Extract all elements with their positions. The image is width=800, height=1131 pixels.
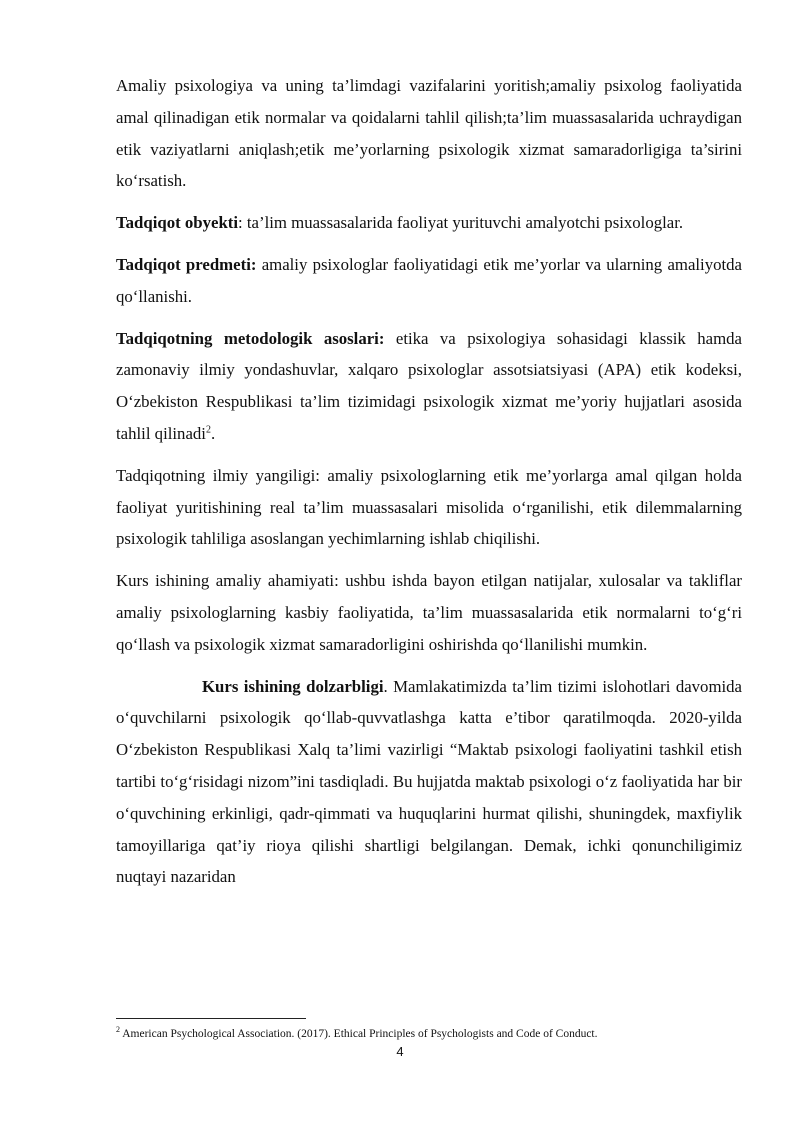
- methodology-label: Tadqiqotning metodologik asoslari:: [116, 328, 385, 348]
- research-subject-text: amaliy psixologlar faoliyatidagi etik me’yorlar va ularning amaliyotda qo‘llanishi.: [116, 254, 742, 306]
- methodology-text: etika va psixologiya sohasidagi klassik hamda zamonaviy ilmiy yondashuvlar, xalqaro psixologlar assotsiatsiyasi (APA) etik kodeksi, O‘zbekiston Respublikasi ta’lim tizimidagi psixologik xizmat me’yoriy hujjatlari asosida tahlil qilinadi: [116, 328, 742, 443]
- relevance-paragraph: [116, 671, 742, 894]
- research-subject-paragraph: [116, 249, 742, 313]
- research-subject-label: Tadqiqot predmeti:: [116, 254, 257, 274]
- footnote-number: 2: [116, 1025, 120, 1035]
- methodology-paragraph: [116, 323, 742, 450]
- page-number: 4: [396, 1044, 404, 1059]
- objectives-paragraph: Amaliy psixologiya va uning ta’limdagi vazifalarini yoritish;amaliy psixolog faoliyatida amal qilinadigan etik normalar va qoidalarni tahlil qilish;ta’lim muassasalarida uchraydigan etik vaziyatlarni aniqlash;etik me’yorlarning psixologik xizmat samaradorligiga ta’sirini ko‘rsatish.: [116, 76, 742, 191]
- research-object-label: Tadqiqot obyekti: [116, 213, 239, 233]
- methodology-end: .: [210, 423, 216, 443]
- footnote-separator: [116, 1018, 306, 1019]
- body-text: [116, 70, 742, 903]
- footnote: [116, 1026, 742, 1042]
- research-object-paragraph: [116, 207, 742, 239]
- practical-significance-paragraph: Kurs ishining amaliy ahamiyati: ushbu ishda bayon etilgan natijalar, xulosalar va takliflar amaliy psixologlarning kasbiy faoliyatida, ta’lim muassasalarida etik normalarni to‘g‘ri qo‘llash va psixologik xizmat samaradorligini oshirishda qo‘llanilishi mumkin.: [116, 571, 742, 654]
- research-object-text: : ta’lim muassasalarida faoliyat yurituvchi amalyotchi psixologlar.: [238, 213, 684, 233]
- relevance-label: Kurs ishining dolzarbligi: [202, 676, 384, 696]
- relevance-text: . Mamlakatimizda ta’lim tizimi islohotlari davomida o‘quvchilarni psixologik qo‘llab-quvvatlashga katta e’tibor qaratilmoqda. 2020-yilda O‘zbekiston Respublikasi Xalq ta’limi vazirligi “Maktab psixologi faoliyatini tashkil etish tartibi to‘g‘risidagi nizom”ini tasdiqladi. Bu hujjatda maktab psixologi o‘z faoliyatida har bir o‘quvchining erkinligi, qadr-qimmati va huquqlarini hurmat qilishi, shuningdek, maxfiylik tamoyillariga qat’iy rioya qilishi shartligi belgilangan. Demak, ichki qonunchiligimiz nuqtayi nazaridan: [116, 676, 743, 887]
- footnote-reference[interactable]: 2: [205, 424, 211, 436]
- scientific-novelty-paragraph: Tadqiqotning ilmiy yangiligi: amaliy psixologlarning etik me’yorlarga amal qilgan holda faoliyat yuritishining real ta’lim muassasalari misolida o‘rganilishi, etik dilemmalarning psixologik tahliliga asoslangan yechimlarning ishlab chiqilishi.: [116, 465, 742, 549]
- footnote-text: American Psychological Association. (2017). Ethical Principles of Psychologists and Code of Conduct.: [120, 1028, 598, 1040]
